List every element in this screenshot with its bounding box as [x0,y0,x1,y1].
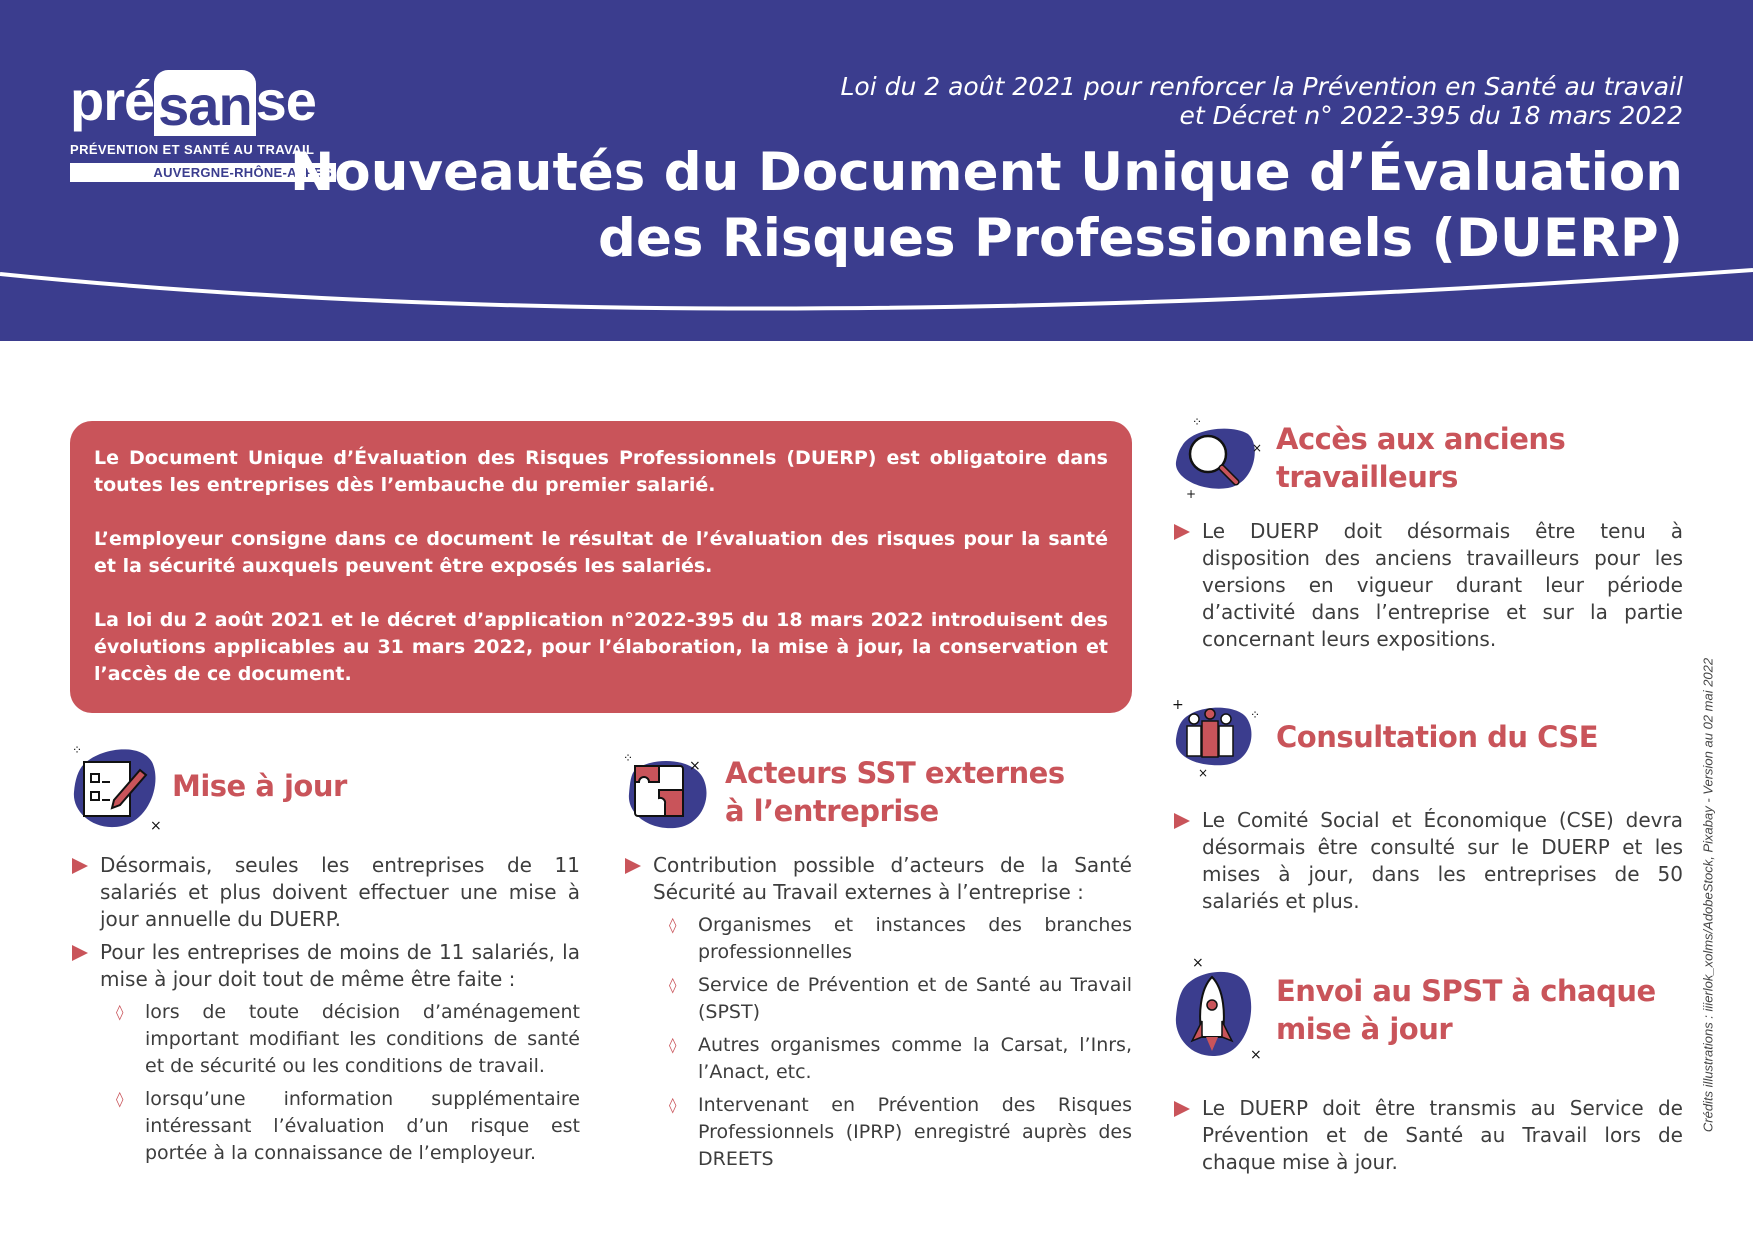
title-line: à l’entreprise [725,794,939,828]
section-mise-a-jour [70,742,580,1173]
title-line: Nouveautés du Document Unique d’Évaluation [289,142,1683,203]
logo-tagline: PRÉVENTION ET SANTÉ AU TRAVAIL [70,142,315,157]
bullet-item: Contribution possible d’acteurs de la Santé Sécurité au Travail externes à l’entreprise : [623,852,1132,906]
sub-bullet-text: Organismes et instances des branches professionnelles [698,914,1132,963]
title-line: des Risques Professionnels (DUERP) [598,208,1683,269]
section-title: Mise à jour [172,769,347,803]
sub-bullet-text: Autres organismes comme la Carsat, l’Inrs, l’Anact, etc. [698,1034,1132,1083]
diamond-icon: ◊ [669,976,677,994]
svg-text:⁘: ⁘ [72,743,83,757]
intro-box [70,421,1132,713]
bullet-item: Désormais, seules les entreprises de 11 salariés et plus doivent effectuer une mise à jour annuelle du DUERP. [70,852,580,933]
section-acteurs [623,752,1132,1179]
diamond-icon: ◊ [116,1003,124,1021]
sub-bullet-item [70,999,580,1080]
sub-bullet-text: lors de toute décision d’aménagement important modifiant les conditions de santé et de sécurité ou les conditions de travail. [145,1001,580,1077]
diamond-icon: ◊ [669,916,677,934]
logo-region: AUVERGNE-RHÔNE-ALPES [70,163,336,182]
subtitle-line: Loi du 2 août 2021 pour renforcer la Prévention en Santé au travail [840,72,1683,101]
magnifier-icon [1172,416,1262,500]
bullet-item: Le DUERP doit être transmis au Service de Prévention et de Santé au Travail lors de chaque mise à jour. [1172,1095,1683,1176]
title-line: Envoi au SPST à chaque [1276,974,1656,1008]
sub-bullet-item [70,1086,580,1167]
section-envoi [1172,955,1683,1182]
svg-text:×: × [689,758,701,774]
section-acces [1172,416,1683,659]
section-title [725,754,1065,830]
intro-paragraph: La loi du 2 août 2021 et le décret d’application n°2022-395 du 18 mars 2022 introduisent des évolutions applicables au 31 mars 2022, pour l’élaboration, la mise à jour, la conservation et l’accès de ce document. [94,609,1108,685]
svg-text:⁘: ⁘ [1192,415,1203,429]
diamond-icon: ◊ [669,1036,677,1054]
bullet-item: Le Comité Social et Économique (CSE) devra désormais être consulté sur le DUERP et les mises à jour, dans les entreprises de 50 salariés et plus. [1172,807,1683,915]
title-line: travailleurs [1276,460,1458,494]
sub-bullet-text: lorsqu’une information supplémentaire intéressant l’évaluation d’un risque est portée à la connaissance de l’employeur. [145,1088,580,1164]
title-line: Accès aux anciens [1276,422,1566,456]
svg-text:×: × [1192,955,1204,971]
sub-bullet-item [623,912,1132,966]
logo-word-part: san [154,70,256,136]
sub-bullet-item [623,1092,1132,1173]
puzzle-icon [623,752,711,832]
sub-bullet-item [623,1032,1132,1086]
svg-text:+: + [1172,697,1184,713]
diamond-icon: ◊ [116,1090,124,1108]
sub-bullet-text: Intervenant en Prévention des Risques Professionnels (IPRP) enregistré auprès des DREETS [698,1094,1132,1170]
svg-text:×: × [1250,1047,1262,1063]
section-title [1276,420,1565,496]
section-cse [1172,697,1683,921]
intro-paragraph: L’employeur consigne dans ce document le résultat de l’évaluation des risques pour la santé et la sécurité auxquels peuvent être exposés les salariés. [94,528,1108,577]
svg-text:⁘: ⁘ [623,751,634,765]
header-subtitle [840,72,1683,130]
bullet-item: Pour les entreprises de moins de 11 salariés, la mise à jour doit tout de même être faite : [70,939,580,993]
subtitle-line: et Décret n° 2022-395 du 18 mars 2022 [1179,101,1683,130]
sub-bullet-item [623,972,1132,1026]
svg-text:+: + [1186,487,1197,501]
page-title [290,140,1683,272]
checklist-pencil-icon [70,742,162,834]
rocket-icon [1172,955,1262,1065]
credits-text: Crédits illustrations : iiierlok_xolms/AdobeStock, Pixabay - Version au 02 mai 2022 [1700,657,1716,1133]
group-people-icon [1172,697,1262,780]
bullet-item: Le DUERP doit désormais être tenu à disposition des anciens travailleurs pour les versions en vigueur durant leur période d’activité dans l’entreprise et sur la partie concernant leurs expositions. [1172,518,1683,653]
svg-text:×: × [1198,766,1209,780]
section-title [1276,972,1656,1048]
logo-word-part: pré [70,69,155,132]
header-banner [0,0,1753,341]
title-line: mise à jour [1276,1012,1453,1046]
svg-text:⁘: ⁘ [1250,708,1261,722]
sub-bullet-text: Service de Prévention et de Santé au Travail (SPST) [698,974,1132,1023]
svg-text:×: × [1252,441,1263,455]
section-title: Consultation du CSE [1276,720,1599,754]
logo-word-part: se [255,69,316,132]
title-line: Acteurs SST externes [725,756,1065,790]
intro-paragraph: Le Document Unique d’Évaluation des Risques Professionnels (DUERP) est obligatoire dans toutes les entreprises dès l’embauche du premier salarié. [94,447,1108,496]
svg-text:×: × [150,818,162,834]
diamond-icon: ◊ [669,1096,677,1114]
